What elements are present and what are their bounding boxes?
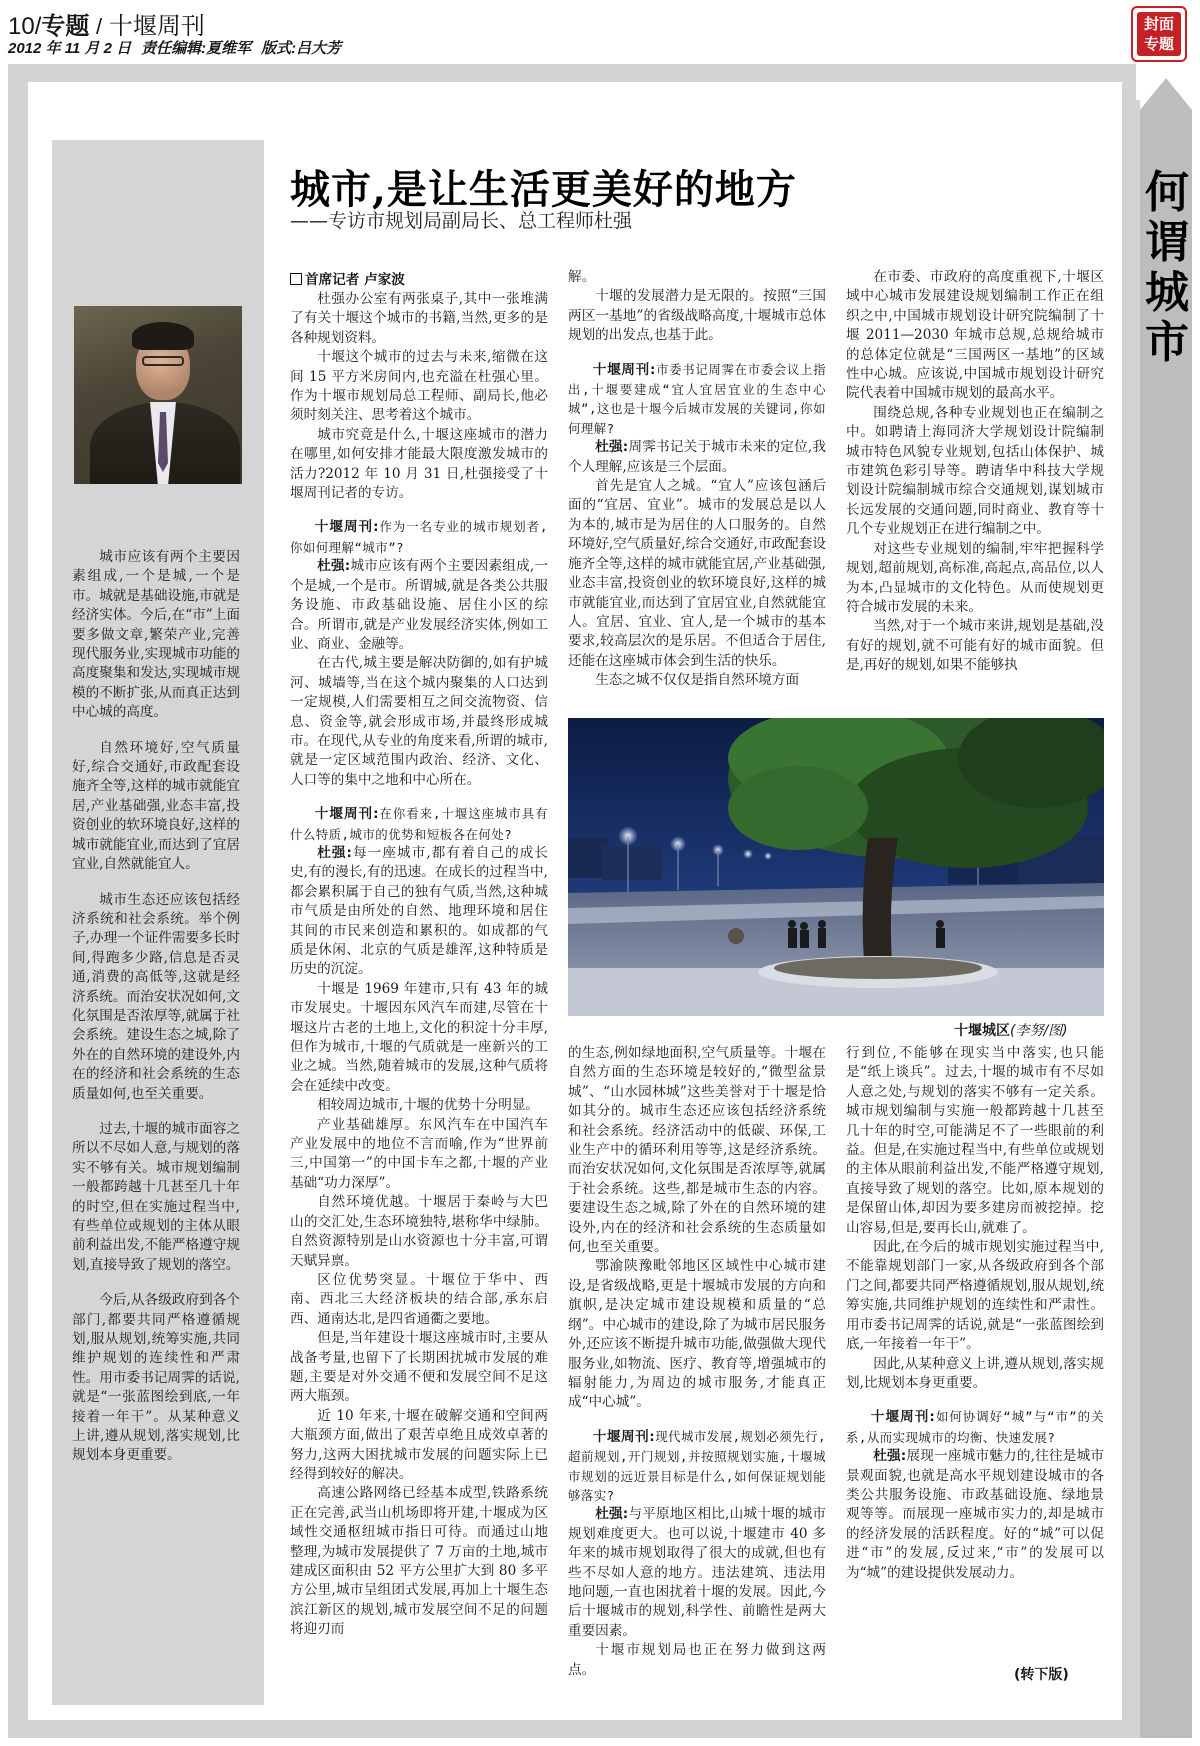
vertical-title-char: 市 — [1145, 317, 1189, 368]
sidebar-quote: 过去,十堰的城市面容之所以不尽如人意,与规划的落实不够有关。城市规划编制一般都跨越十几甚至几十年的时空,但在实施过程当中,有些单位或规划的主体从眼前利益出发,不能严格遵守规划,直接导致了规划的落空。 — [72, 1120, 240, 1273]
body-paragraph: 首先是宜人之城。“宜人”应该包涵后面的“宜居、宜业”。城市的发展总是以人为本的,城市是为居住的人口服务的。自然环境好,空气质量好,综合交通好,市政配套设施齐全等,这样的城市就能宜居,产业基础强,业态丰富,投资创业的软环境良好,这样的城市就能宜业,而达到了宜居宜业,自然就能宜人。宜居、宜业、宜人,是一个城市的基本要求,较高层次的是乐居。不但适合于居住,还能在这座城市体会到生活的快乐。 — [568, 478, 826, 669]
layout-credit: 版式:吕大芳 — [261, 40, 342, 57]
badge-line-2: 专题 — [1143, 36, 1174, 53]
interview-question — [846, 1407, 1104, 1447]
body-paragraph: 对这些专业规划的编制,牢牢把握科学规划,超前规划,高标准,高起点,高品位,以人为本,凸显城市的文化特色。从而使规划更符合城市发展的未来。 — [846, 540, 1104, 615]
body-paragraph: 当然,对于一个城市来讲,规划是基础,没有好的规划,就不可能有好的城市面貌。但是,再好的规划,如果不能够执 — [846, 618, 1104, 674]
answer-label: 杜强: — [595, 439, 629, 456]
interview-question — [568, 1427, 826, 1506]
article-column-2-lower — [568, 1044, 826, 1680]
caption-place: 十堰城区 — [954, 1023, 1010, 1039]
interviewee-portrait — [74, 306, 242, 484]
interview-answer — [290, 557, 548, 654]
city-night-photo — [568, 718, 1104, 1016]
body-paragraph: 杜强办公室有两张桌子,其中一张堆满了有关十堰这个城市的书籍,当然,更多的是各种规划资料。 — [290, 291, 548, 346]
body-paragraph: 相较周边城市,十堰的优势十分明显。 — [317, 1097, 540, 1114]
body-paragraph: 因此,在今后的城市规划实施过程当中,不能靠规划部门一家,从各级政府到各个部门之间,都要共同严格遵循规划,服从规划,统筹实施,共同维护规划的连续性和严肃性。用市委书记周霁的话说,就是“一张蓝图绘到底,一年接着一年干”。 — [846, 1239, 1104, 1353]
body-paragraph: 产业基础雄厚。东风汽车在中国汽车产业发展中的地位不言而喻,作为“世界前三,中国第一”的中国卡车之都,十堰的产业基础“功力深厚”。 — [290, 1116, 548, 1191]
issue-date: 2012 年 11 月 2 日 — [8, 40, 132, 57]
header-masthead — [8, 6, 205, 41]
body-paragraph: 近 10 年来,十堰在破解交通和空间两大瓶颈方面,做出了艰苦卓绝且成效卓著的努力,这两大困扰城市发展的问题实际上已经得到较好的解决。 — [290, 1407, 548, 1482]
interview-question — [290, 804, 548, 844]
question-label: 十堰周刊: — [592, 361, 656, 378]
header-separator: / — [96, 14, 103, 39]
question-label: 十堰周刊: — [592, 1428, 656, 1445]
body-paragraph: 十堰这个城市的过去与未来,缩微在这间 15 平方米房间内,也充溢在杜强心里。作为十堰市规划局总工程师、副局长,他必须时刻关注、思考着这个城市。 — [290, 349, 548, 424]
article-byline — [290, 268, 405, 288]
question-text: 如何协调好“城”与“市”的关系,从而实现城市的均衡、快速发展? — [846, 1409, 1105, 1445]
question-label: 十堰周刊: — [870, 1409, 936, 1426]
body-paragraph: 城市究竟是什么,十堰这座城市的潜力在哪里,如何安排才能最大限度激发城市的活力?2012 年 10 月 31 日,杜强接受了十堰周刊记者的专访。 — [290, 426, 548, 502]
answer-label: 杜强: — [317, 558, 351, 575]
page-header — [8, 4, 1128, 56]
answer-label: 杜强: — [317, 844, 352, 861]
body-paragraph: 在古代,城主要是解决防御的,如有护城河、城墙等,当在这个城内聚集的人口达到一定规模,人们需要相互之间交流物资、信息、资金等,就会形成市场,并最终形成城市。在现代,从专业的角度来看,所谓的城市,就是一定区域范围内政治、经济、文化、人口等的集中之地和中心所在。 — [290, 655, 548, 788]
cover-topic-badge — [1131, 6, 1187, 62]
body-paragraph: 围绕总规,各种专业规划也正在编制之中。如聘请上海同济大学规划设计院编制城市特色风貌专业规划,包括山体保护、城市建筑色彩引导等。聘请华中科技大学规划设计院编制城市综合交通规划,谋划城市长远发展的交通问题,同时商业、教育等十几个专业规划正在进行编制之中。 — [846, 404, 1104, 538]
answer-label: 杜强: — [595, 1506, 629, 1523]
sidebar-quote: 自然环境好,空气质量好,综合交通好,市政配套设施齐全等,这样的城市就能宜居,产业基础强,业态丰富,投资创业的软环境良好,这样的城市就能宜业,而达到了宜居宜业,自然就能宜人。 — [72, 739, 240, 873]
question-text: 在你看来,十堰这座城市具有什么特质,城市的优势和短板各在何处? — [290, 806, 548, 842]
question-label: 十堰周刊: — [314, 806, 380, 823]
article-column-3 — [846, 268, 1104, 676]
answer-text: 展现一座城市魅力的,往往是城市景观面貌,也就是高水平规划建设城市的各类公共服务设施、市政基础设施、绿地景观等等。而展现一座城市实力的,却是城市的经济发展的活跃程度。好的“城”可以促进“市”的发展,反过来,“市”的发展可以为“城”的建设提供发展动力。 — [846, 1448, 1104, 1581]
byline-box-icon — [290, 273, 302, 285]
header-meta — [8, 37, 351, 58]
answer-label: 杜强: — [873, 1448, 907, 1465]
body-paragraph: 十堰的发展潜力是无限的。按照“三国两区一基地”的省级战略高度,十堰城市总体规划的出发点,也基于此。 — [568, 288, 826, 344]
question-text: 市委书记周霁在市委会议上指出,十堰要建成“宜人宜居宜业的生态中心城”,这也是十堰今后城市发展的关键词,你如何理解? — [568, 361, 827, 436]
body-paragraph: 十堰市规划局也正在努力做到这两点。 — [568, 1642, 826, 1678]
body-paragraph: 十堰是 1969 年建市,只有 43 年的城市发展史。十堰因东风汽车而建,尽管在十堰这片古老的土地上,文化的积淀十分丰厚,但作为城市,十堰的气质就是一座新兴的工业之城。当然,随着城市的发展,这种气质将会在延续中改变。 — [290, 980, 548, 1094]
body-paragraph: 解。 — [568, 269, 596, 285]
body-paragraph: 因此,从某种意义上讲,遵从规划,落实规划,比规划本身更重要。 — [846, 1355, 1104, 1391]
vertical-section-title — [1143, 168, 1191, 368]
interview-answer — [568, 438, 826, 477]
question-label: 十堰周刊: — [314, 519, 380, 536]
publication-name: 十堰周刊 — [108, 13, 205, 40]
article-subtitle: ——专访市规划局副局长、总工程师杜强 — [290, 210, 633, 232]
body-paragraph: 但是,当年建设十堰这座城市时,主要从战备考量,也留下了长期困扰城市发展的难题,主要是对外交通不便和发展空间不足这两大瓶颈。 — [290, 1330, 548, 1405]
continued-next-page: (转下版) — [1014, 1667, 1069, 1683]
editor-credit: 责任编辑:夏维军 — [141, 40, 252, 57]
article-title: 城市,是让生活更美好的地方 — [290, 166, 797, 213]
question-text: 现代城市发展,规划必须先行,超前规划,开门规划,并按照规划实施,十堰城市规划的远近景目标是什么,如何保证规划能够落实? — [568, 1428, 826, 1503]
question-text: 作为一名专业的城市规划者,你如何理解“城市”? — [290, 519, 548, 555]
interview-answer — [568, 1505, 826, 1641]
body-paragraph: 区位优势突显。十堰位于华中、西南、西北三大经济板块的结合部,承东启西、通南达北,是四省通衢之要地。 — [290, 1271, 548, 1327]
vertical-title-char: 谓 — [1145, 217, 1189, 268]
body-paragraph: 在市委、市政府的高度重视下,十堰区域中心城市发展建设规划编制工作正在组织之中,中国城市规划设计研究院编制了十堰 2011—2030 年城市总规,总规给城市的总体定位就是“三国两区一基地”的区域性中心城。应该说,中国城市规划设计研究院代表着中国城市规划的最高水平。 — [846, 269, 1104, 402]
page-number: 10/ — [8, 13, 42, 40]
body-paragraph: 行到位,不能够在现实当中落实,也只能是“纸上谈兵”。过去,十堰的城市有不尽如人意之处,与规划的落实不够有一定关系。城市规划编制与实施一般都跨越十几甚至几十年的时空,可能满足不了一些眼前的利益。但是,在实施过程当中,有些单位或规划的主体从眼前利益出发,不能严格遵守规划,直接导致了规划的落空。比如,原本规划的是保留山体,却因为要多建房而被挖掉。挖山容易,但是,要再长山,就难了。 — [846, 1045, 1104, 1236]
sidebar-quote: 城市应该有两个主要因素组成,一个是城,一个是市。城就是基础设施,市就是经济实体。今后,在“市”上面要多做文章,繁荣产业,完善现代服务业,实现城市功能的高度聚集和发达,实现城市规模的不断扩张,从而真正达到中心城的高度。 — [72, 549, 240, 721]
article-column-3-lower — [846, 1044, 1104, 1583]
badge-line-1: 封面 — [1143, 16, 1174, 33]
body-paragraph: 高速公路网络已经基本成型,铁路系统正在完善,武当山机场即将开建,十堰成为区域性交通枢纽城市指日可待。而通过山地整理,为城市发展提供了 7 万亩的土地,城市建成区面积由 52 平方公里扩大到 80 多平方公里,城市呈组团式发展,再加上十堰生态滨江新区的规划,城市发展空间不足的问题将迎刃而 — [290, 1485, 548, 1638]
body-paragraph: 生态之城不仅仅是指自然环境方面 — [595, 672, 800, 689]
answer-text: 城市应该有两个主要因素组成,一个是城,一个是市。所谓城,就是各类公共服务设施、市政基础设施、居住小区的综合。所谓市,就是产业发展经济实体,例如工业、商业、金融等。 — [290, 558, 548, 652]
night-street-illustration — [568, 718, 1104, 1016]
sidebar-quotes — [72, 548, 240, 1482]
sidebar-quote: 城市生态还应该包括经济系统和社会系统。举个例子,办理一个证件需要多长时间,得跑多少路,信息是否灵通,消费的高低等,这就是经济系统。而治安状况如何,文化氛围是否浓厚等,就属于社会系统。建设生态之城,除了外在的自然环境的建设外,内在的经济和社会系统的生态质量如何,也至关重要。 — [72, 891, 240, 1102]
interview-question — [568, 360, 826, 439]
body-paragraph: 的生态,例如绿地面积,空气质量等。十堰在自然方面的生态环境是较好的,“微型盆景城”、“山水园林城”这些美誉对于十堰是恰如其分的。城市生态还应该包括经济系统和社会系统。经济活动中的低碳、环保,工业生产中的循环利用等等,这是经济系统。而治安状况如何,文化氛围是否浓厚等,就属于社会系统。这些,都是城市生态的内容。要建设生态之城,除了外在的自然环境的建设外,内在的经济和社会系统的生态质量如何,也至关重要。 — [568, 1045, 826, 1256]
interview-question — [290, 517, 548, 557]
answer-text: 周霁书记关于城市未来的定位,我个人理解,应该是三个层面。 — [568, 439, 826, 475]
vertical-title-char: 何 — [1145, 167, 1189, 218]
interview-answer — [846, 1447, 1104, 1583]
answer-text: 每一座城市,都有着自己的成长史,有的漫长,有的迅速。在成长的过程当中,都会累积属于自己的独有气质,当然,这种城市气质是由所处的自然、地理环境和居住其间的市民来创造和累积的。如成都的气质是休闲、北京的气质是雄浑,这种特质是历史的沉淀。 — [290, 844, 549, 978]
section-name: 专题 — [41, 13, 90, 40]
photo-caption — [954, 1020, 1068, 1040]
vertical-title-char: 城 — [1145, 267, 1189, 318]
body-paragraph: 自然环境优越。十堰居于秦岭与大巴山的交汇处,生态环境独特,堪称华中绿肺。自然资源特别是山水资源也十分丰富,可谓天赋异禀。 — [290, 1194, 548, 1269]
caption-credit: (李努/图) — [1010, 1023, 1068, 1039]
sidebar-quote: 今后,从各级政府到各个部门,都要共同严格遵循规划,服从规划,统筹实施,共同维护规划的连续性和严肃性。用市委书记周霁的话说,就是“一张蓝图绘到底,一年接着一年干”。从某种意义上讲,遵从规划,落实规划,比规划本身更重要。 — [72, 1292, 240, 1464]
article-column-2 — [568, 268, 826, 691]
byline-text: 首席记者 卢家波 — [305, 272, 405, 288]
interview-answer — [290, 844, 548, 980]
article-column-1 — [290, 268, 548, 1640]
right-strip-arrow — [1140, 78, 1192, 110]
answer-text: 与平原地区相比,山城十堰的城市规划难度更大。也可以说,十堰建市 40 多年来的城市规划取得了很大的成就,但也有些不尽如人意的地方。违法建筑、违法用地问题,一直也困扰着十堰的发展。因此,今后十堰城市的规划,科学性、前瞻性是两大重要因素。 — [568, 1506, 826, 1639]
body-paragraph: 鄂渝陕豫毗邻地区区域性中心城市建设,是省级战略,更是十堰城市发展的方向和旗帜,是决定城市建设规模和质量的“总纲”。中心城市的建设,除了为城市居民服务外,还应该不断提升城市功能,做强做大现代服务业,如物流、医疗、教育等,增强城市的辐射能力,为周边的城市服务,才能真正成“中心城”。 — [568, 1258, 826, 1411]
